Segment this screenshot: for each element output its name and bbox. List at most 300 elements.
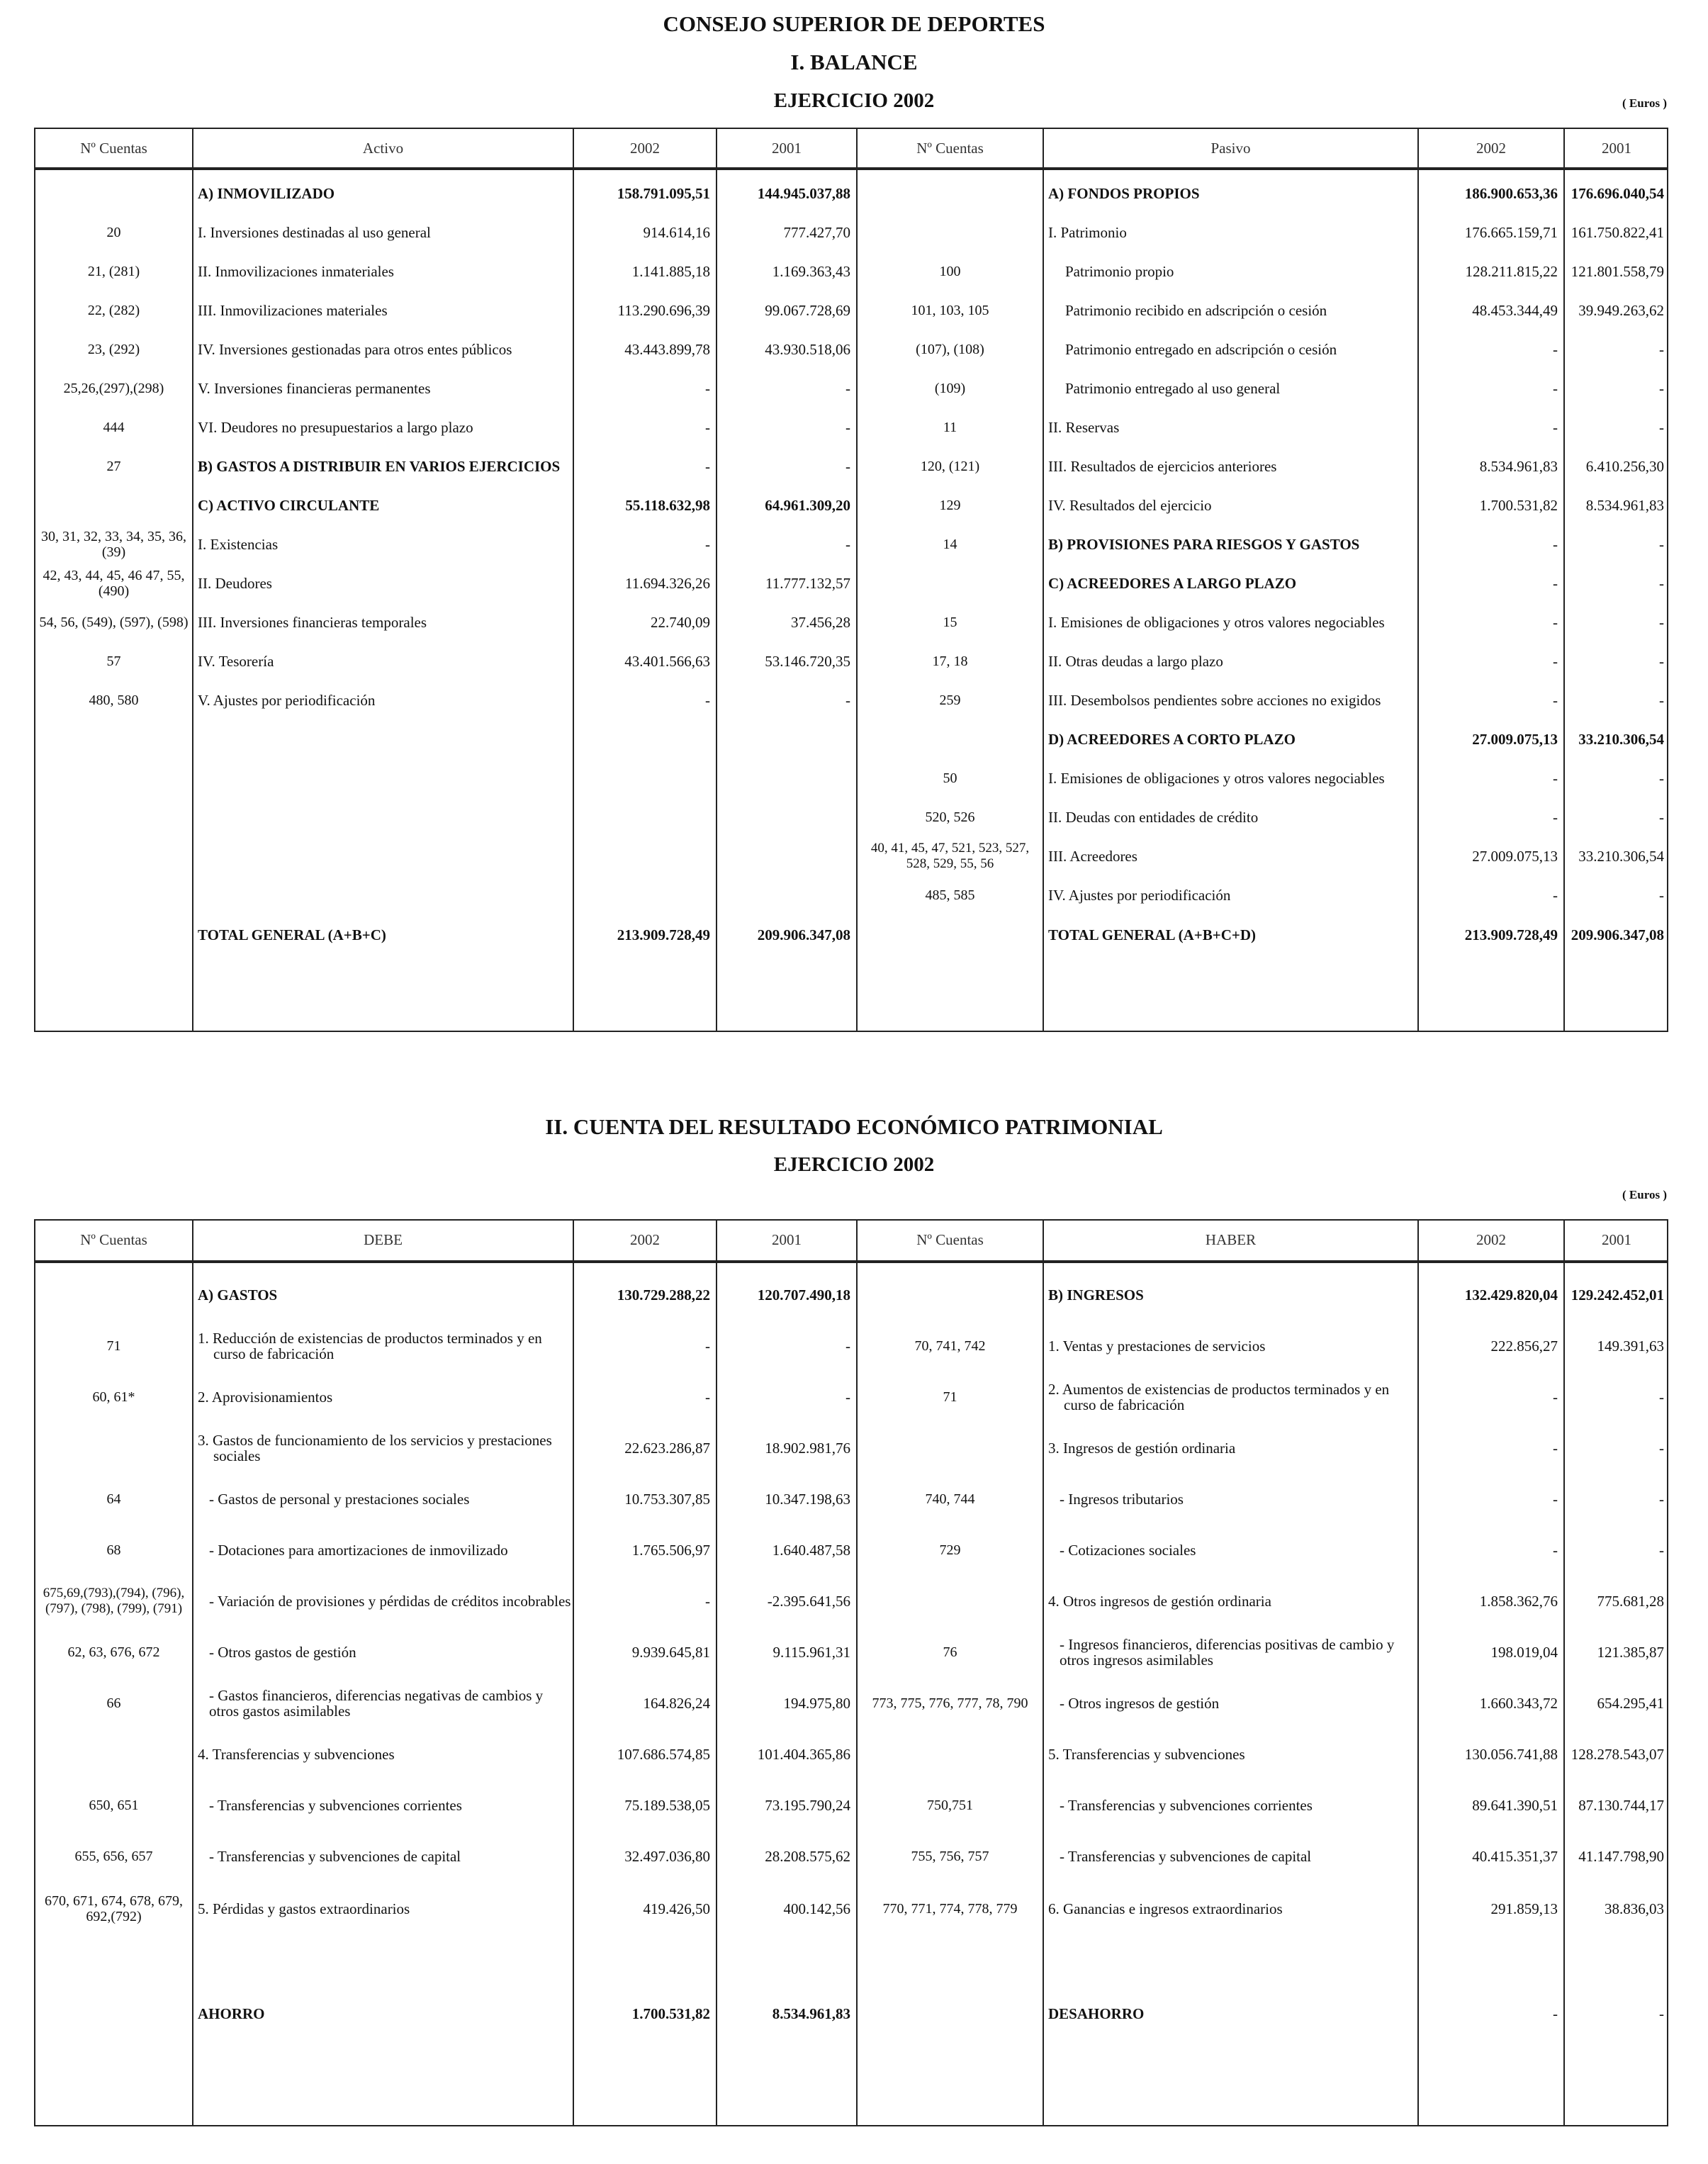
haber-2001: 41.147.798,90 bbox=[1578, 1848, 1664, 1865]
pasivo-2002: 1.700.531,82 bbox=[1479, 497, 1558, 514]
resultado-header-2002: 2002 bbox=[630, 1230, 660, 1248]
activo-2001: 11.777.132,57 bbox=[765, 575, 850, 592]
account-code-2: 120, (121) bbox=[920, 459, 980, 474]
resultado-header-cuentas: Nº Cuentas bbox=[80, 1230, 147, 1248]
haber-label: 3. Ingresos de gestión ordinaria bbox=[1048, 1440, 1236, 1457]
ahorro-2001: 8.534.961,83 bbox=[772, 2005, 850, 2022]
debe-2001: 73.195.790,24 bbox=[765, 1797, 850, 1814]
resultado-total-row bbox=[35, 1995, 1667, 2033]
haber-label: - Ingresos financieros, diferencias positivas de cambio y otros ingresos asimilables bbox=[1060, 1636, 1395, 1669]
resultado-ejercicio: EJERCICIO 2002 bbox=[773, 1153, 935, 1176]
ahorro-label: AHORRO bbox=[198, 2005, 265, 2022]
balance-row bbox=[35, 759, 1667, 797]
haber-2001: 87.130.744,17 bbox=[1578, 1797, 1664, 1814]
pasivo-2002: 128.211.815,22 bbox=[1465, 263, 1558, 280]
balance-header-2002-p: 2002 bbox=[1476, 139, 1506, 157]
resultado-header-debe: DEBE bbox=[364, 1230, 403, 1248]
account-code: 60, 61* bbox=[92, 1389, 135, 1405]
pasivo-2002: - bbox=[1553, 770, 1558, 787]
debe-2002: 164.826,24 bbox=[643, 1695, 710, 1712]
account-code: 670, 671, 674, 678, 679, 692,(792) bbox=[45, 1893, 183, 1924]
activo-label: A) INMOVILIZADO bbox=[198, 185, 335, 202]
pasivo-label: III. Resultados de ejercicios anteriores bbox=[1048, 458, 1277, 475]
account-code: 675,69,(793),(794), (796), (797), (798), (799), (791) bbox=[43, 1586, 185, 1616]
debe-2001: - bbox=[845, 1338, 850, 1355]
haber-label: - Transferencias y subvenciones corrientes bbox=[1060, 1797, 1313, 1814]
pasivo-2001: - bbox=[1659, 692, 1664, 709]
account-code-2 bbox=[858, 564, 1043, 602]
pasivo-2001: 6.410.256,30 bbox=[1585, 458, 1664, 475]
debe-2001: - bbox=[845, 1389, 850, 1406]
haber-2002: 130.056.741,88 bbox=[1464, 1746, 1558, 1763]
balance-row bbox=[35, 564, 1667, 602]
pasivo-label: B) PROVISIONES PARA RIESGOS Y GASTOS bbox=[1048, 536, 1360, 553]
account-code-2: 71 bbox=[943, 1389, 957, 1405]
account-code-2: 129 bbox=[939, 498, 961, 513]
pasivo-2001: - bbox=[1659, 380, 1664, 397]
pasivo-label: Patrimonio propio bbox=[1065, 263, 1174, 280]
debe-2002: 32.497.036,80 bbox=[624, 1848, 710, 1865]
activo-label: I. Existencias bbox=[198, 536, 279, 553]
resultado-units: ( Euros ) bbox=[1622, 1188, 1667, 1201]
resultado-header-haber: HABER bbox=[1205, 1230, 1257, 1248]
haber-2002: - bbox=[1553, 1491, 1558, 1508]
account-code-2: 15 bbox=[943, 615, 957, 630]
pasivo-label: C) ACREEDORES A LARGO PLAZO bbox=[1048, 575, 1297, 592]
balance-units: ( Euros ) bbox=[1622, 96, 1667, 110]
account-code-2: 70, 741, 742 bbox=[914, 1338, 986, 1354]
debe-2002: - bbox=[705, 1338, 710, 1355]
pasivo-label: II. Deudas con entidades de crédito bbox=[1048, 809, 1259, 826]
haber-2002: - bbox=[1553, 1440, 1558, 1457]
debe-2002: 1.765.506,97 bbox=[631, 1542, 710, 1559]
balance-row bbox=[35, 213, 1667, 252]
debe-2001: -2.395.641,56 bbox=[767, 1593, 850, 1610]
activo-label: III. Inmovilizaciones materiales bbox=[198, 302, 388, 319]
resultado-row bbox=[35, 1786, 1667, 1824]
debe-2002: 10.753.307,85 bbox=[624, 1491, 710, 1508]
resultado-header-2001: 2001 bbox=[772, 1230, 802, 1248]
resultado-row bbox=[35, 1531, 1667, 1569]
debe-2001: 18.902.981,76 bbox=[765, 1440, 850, 1457]
account-code-2: 100 bbox=[939, 264, 961, 279]
pasivo-label: Patrimonio entregado al uso general bbox=[1065, 380, 1281, 397]
activo-total-label: TOTAL GENERAL (A+B+C) bbox=[198, 926, 386, 943]
activo-2001: 43.930.518,06 bbox=[765, 341, 850, 358]
pasivo-label: I. Emisiones de obligaciones y otros valores negociables bbox=[1048, 770, 1385, 787]
pasivo-label: I. Patrimonio bbox=[1048, 224, 1127, 241]
resultado-header-2001-h: 2001 bbox=[1602, 1230, 1631, 1248]
haber-label: - Transferencias y subvenciones de capital bbox=[1060, 1848, 1312, 1865]
activo-label: I. Inversiones destinadas al uso general bbox=[198, 224, 431, 241]
haber-2001: - bbox=[1659, 1389, 1664, 1406]
resultado-row bbox=[35, 1837, 1667, 1876]
debe-2002: 419.426,50 bbox=[643, 1900, 710, 1917]
debe-label: 2. Aprovisionamientos bbox=[198, 1389, 333, 1406]
account-code-2: 40, 41, 45, 47, 521, 523, 527, 528, 529, 55, 56 bbox=[870, 841, 1030, 871]
account-code: 27 bbox=[106, 459, 121, 474]
debe-2001: 28.208.575,62 bbox=[765, 1848, 850, 1865]
pasivo-2001: 176.696.040,54 bbox=[1571, 185, 1664, 202]
pasivo-2001: - bbox=[1659, 419, 1664, 436]
balance-row bbox=[35, 486, 1667, 525]
balance-row bbox=[35, 720, 1667, 758]
activo-2002: - bbox=[705, 419, 710, 436]
resultado-row bbox=[35, 1633, 1667, 1671]
debe-2002: 22.623.286,87 bbox=[624, 1440, 710, 1457]
resultado-row bbox=[35, 1276, 1667, 1314]
pasivo-2002: - bbox=[1553, 653, 1558, 670]
pasivo-2001: 33.210.306,54 bbox=[1578, 848, 1664, 865]
haber-2002: 89.641.390,51 bbox=[1472, 1797, 1558, 1814]
pasivo-2001: - bbox=[1659, 536, 1664, 553]
debe-2001: 120.707.490,18 bbox=[757, 1286, 850, 1304]
debe-label: 4. Transferencias y subvenciones bbox=[198, 1746, 395, 1763]
activo-2001: - bbox=[845, 380, 850, 397]
balance-row bbox=[35, 174, 1667, 213]
activo-2001: - bbox=[845, 419, 850, 436]
activo-2001: 144.945.037,88 bbox=[757, 185, 850, 202]
account-code: 66 bbox=[106, 1695, 121, 1711]
activo-2002: - bbox=[705, 536, 710, 553]
resultado-row bbox=[35, 1480, 1667, 1518]
resultado-row bbox=[35, 1378, 1667, 1416]
account-code-2: 50 bbox=[943, 770, 957, 786]
balance-row bbox=[35, 252, 1667, 291]
activo-label: II. Inmovilizaciones inmateriales bbox=[198, 263, 394, 280]
account-code: 480, 580 bbox=[89, 693, 139, 708]
haber-label: - Cotizaciones sociales bbox=[1060, 1542, 1196, 1559]
activo-label: IV. Inversiones gestionadas para otros entes públicos bbox=[198, 341, 512, 358]
account-code: 20 bbox=[106, 225, 121, 240]
activo-total-2002: 213.909.728,49 bbox=[617, 926, 710, 943]
haber-label: 5. Transferencias y subvenciones bbox=[1048, 1746, 1245, 1763]
haber-label: - Ingresos tributarios bbox=[1060, 1491, 1184, 1508]
pasivo-2001: 8.534.961,83 bbox=[1585, 497, 1664, 514]
haber-2001: 128.278.543,07 bbox=[1571, 1746, 1664, 1763]
activo-2001: 37.456,28 bbox=[791, 614, 850, 631]
debe-2001: 10.347.198,63 bbox=[765, 1491, 850, 1508]
balance-table bbox=[34, 128, 1668, 1032]
resultado-table bbox=[34, 1219, 1668, 2126]
activo-label: VI. Deudores no presupuestarios a largo plazo bbox=[198, 419, 473, 436]
account-code bbox=[35, 174, 192, 213]
haber-2001: 121.385,87 bbox=[1597, 1644, 1664, 1661]
debe-label: 3. Gastos de funcionamiento de los servicios y prestaciones sociales bbox=[198, 1432, 552, 1464]
haber-2002: 222.856,27 bbox=[1490, 1338, 1558, 1355]
activo-label: C) ACTIVO CIRCULANTE bbox=[198, 497, 380, 514]
pasivo-2002: - bbox=[1553, 614, 1558, 631]
haber-2002: - bbox=[1553, 1389, 1558, 1406]
account-code-2 bbox=[858, 720, 1043, 758]
balance-row bbox=[35, 837, 1667, 875]
resultado-row bbox=[35, 1735, 1667, 1773]
account-code-2: 11 bbox=[943, 420, 957, 435]
balance-row bbox=[35, 447, 1667, 486]
account-code-2: 729 bbox=[939, 1542, 961, 1558]
pasivo-total-2001: 209.906.347,08 bbox=[1571, 926, 1664, 943]
haber-label: 6. Ganancias e ingresos extraordinarios bbox=[1048, 1900, 1283, 1917]
pasivo-2001: - bbox=[1659, 575, 1664, 592]
haber-2001: - bbox=[1659, 1542, 1664, 1559]
debe-2001: 1.640.487,58 bbox=[772, 1542, 850, 1559]
debe-label: - Dotaciones para amortizaciones de inmovilizado bbox=[209, 1542, 508, 1559]
balance-header-pasivo: Pasivo bbox=[1210, 139, 1251, 157]
pasivo-2002: - bbox=[1553, 419, 1558, 436]
account-code-2 bbox=[858, 213, 1043, 252]
debe-2001: 400.142,56 bbox=[783, 1900, 850, 1917]
activo-2002: 11.694.326,26 bbox=[625, 575, 710, 592]
haber-label: - Otros ingresos de gestión bbox=[1060, 1695, 1220, 1712]
account-code: 42, 43, 44, 45, 46 47, 55, (490) bbox=[43, 568, 185, 599]
debe-2001: 101.404.365,86 bbox=[757, 1746, 850, 1763]
pasivo-label: IV. Resultados del ejercicio bbox=[1048, 497, 1212, 514]
pasivo-label: I. Emisiones de obligaciones y otros valores negociables bbox=[1048, 614, 1385, 631]
pasivo-2002: - bbox=[1553, 341, 1558, 358]
account-code bbox=[35, 486, 192, 525]
pasivo-2002: 186.900.653,36 bbox=[1464, 185, 1558, 202]
account-code-2: 755, 756, 757 bbox=[911, 1849, 989, 1864]
debe-2002: - bbox=[705, 1389, 710, 1406]
debe-label: 5. Pérdidas y gastos extraordinarios bbox=[198, 1900, 410, 1917]
debe-2001: 9.115.961,31 bbox=[772, 1644, 850, 1661]
account-code-2: 520, 526 bbox=[925, 809, 975, 825]
pasivo-label: II. Otras deudas a largo plazo bbox=[1048, 653, 1223, 670]
haber-2002: 1.660.343,72 bbox=[1479, 1695, 1558, 1712]
pasivo-2001: 121.801.558,79 bbox=[1571, 263, 1664, 280]
debe-label: A) GASTOS bbox=[198, 1286, 278, 1304]
haber-2001: 654.295,41 bbox=[1597, 1695, 1664, 1712]
balance-row bbox=[35, 408, 1667, 447]
account-code-2: 101, 103, 105 bbox=[911, 303, 989, 318]
account-code-2: 750,751 bbox=[927, 1798, 973, 1813]
activo-label: B) GASTOS A DISTRIBUIR EN VARIOS EJERCICIOS bbox=[198, 458, 561, 475]
account-code-2: (107), (108) bbox=[916, 342, 984, 357]
debe-2002: - bbox=[705, 1593, 710, 1610]
activo-2001: - bbox=[845, 692, 850, 709]
resultado-header-2002-h: 2002 bbox=[1476, 1230, 1506, 1248]
account-code: 21, (281) bbox=[87, 264, 140, 279]
activo-2002: 43.401.566,63 bbox=[624, 653, 710, 670]
pasivo-label: III. Desembolsos pendientes sobre acciones no exigidos bbox=[1048, 692, 1381, 709]
debe-2001: 194.975,80 bbox=[783, 1695, 850, 1712]
pasivo-label: Patrimonio recibido en adscripción o cesión bbox=[1065, 302, 1327, 319]
haber-label: 4. Otros ingresos de gestión ordinaria bbox=[1048, 1593, 1271, 1610]
pasivo-total-label: TOTAL GENERAL (A+B+C+D) bbox=[1048, 926, 1257, 943]
pasivo-total-2002: 213.909.728,49 bbox=[1464, 926, 1558, 943]
pasivo-2001: - bbox=[1659, 341, 1664, 358]
pasivo-2002: 27.009.075,13 bbox=[1472, 848, 1558, 865]
account-code-2: (109) bbox=[934, 381, 966, 396]
pasivo-2001: - bbox=[1659, 809, 1664, 826]
account-code-2: 17, 18 bbox=[932, 654, 968, 669]
pasivo-label: IV. Ajustes por periodificación bbox=[1048, 887, 1231, 904]
haber-2001: - bbox=[1659, 1491, 1664, 1508]
haber-2001: 38.836,03 bbox=[1605, 1900, 1664, 1917]
activo-label: II. Deudores bbox=[198, 575, 272, 592]
activo-2001: - bbox=[845, 458, 850, 475]
resultado-row bbox=[35, 1890, 1667, 1928]
balance-total-row bbox=[35, 916, 1667, 954]
activo-label: IV. Tesorería bbox=[198, 653, 274, 670]
activo-label: V. Ajustes por periodificación bbox=[198, 692, 376, 709]
activo-2001: 99.067.728,69 bbox=[765, 302, 850, 319]
haber-2001: - bbox=[1659, 1440, 1664, 1457]
activo-2002: - bbox=[705, 692, 710, 709]
debe-label: - Variación de provisiones y pérdidas de créditos incobrables bbox=[209, 1593, 571, 1610]
debe-2002: 9.939.645,81 bbox=[631, 1644, 710, 1661]
activo-2002: 1.141.885,18 bbox=[631, 263, 710, 280]
pasivo-2001: 161.750.822,41 bbox=[1571, 224, 1664, 241]
activo-label: V. Inversiones financieras permanentes bbox=[198, 380, 431, 397]
haber-2002: 132.429.820,04 bbox=[1464, 1286, 1558, 1304]
account-code: 650, 651 bbox=[89, 1798, 139, 1813]
ahorro-2002: 1.700.531,82 bbox=[631, 2005, 710, 2022]
balance-row bbox=[35, 291, 1667, 330]
resultado-row bbox=[35, 1429, 1667, 1467]
account-code-2: 773, 775, 776, 777, 78, 790 bbox=[872, 1695, 1028, 1711]
debe-label: - Gastos de personal y prestaciones sociales bbox=[209, 1491, 470, 1508]
debe-2002: 107.686.574,85 bbox=[617, 1746, 710, 1763]
pasivo-label: II. Reservas bbox=[1048, 419, 1120, 436]
balance-row bbox=[35, 369, 1667, 408]
debe-2002: 130.729.288,22 bbox=[617, 1286, 710, 1304]
haber-label: B) INGRESOS bbox=[1048, 1286, 1144, 1304]
account-code: 54, 56, (549), (597), (598) bbox=[39, 615, 189, 630]
balance-header-2002: 2002 bbox=[630, 139, 660, 157]
activo-2001: 777.427,70 bbox=[783, 224, 850, 241]
pasivo-2001: - bbox=[1659, 770, 1664, 787]
balance-row bbox=[35, 798, 1667, 836]
haber-2001: 149.391,63 bbox=[1597, 1338, 1664, 1355]
activo-total-2001: 209.906.347,08 bbox=[757, 926, 850, 943]
account-code-2: 259 bbox=[939, 693, 961, 708]
account-code-2: 76 bbox=[943, 1644, 957, 1660]
pasivo-2002: 8.534.961,83 bbox=[1479, 458, 1558, 475]
activo-2001: 64.961.309,20 bbox=[765, 497, 850, 514]
debe-2002: 75.189.538,05 bbox=[624, 1797, 710, 1814]
pasivo-2002: - bbox=[1553, 380, 1558, 397]
resultado-title: II. CUENTA DEL RESULTADO ECONÓMICO PATRIMONIAL bbox=[545, 1114, 1163, 1139]
resultado-row bbox=[35, 1327, 1667, 1365]
haber-2001: 129.242.452,01 bbox=[1571, 1286, 1664, 1304]
desahorro-2002: - bbox=[1553, 2005, 1558, 2022]
pasivo-label: A) FONDOS PROPIOS bbox=[1048, 185, 1200, 202]
account-code: 57 bbox=[106, 654, 121, 669]
haber-label: 2. Aumentos de existencias de productos terminados y en curso de fabricación bbox=[1048, 1381, 1390, 1413]
haber-2002: 291.859,13 bbox=[1490, 1900, 1558, 1917]
account-code: 655, 656, 657 bbox=[74, 1849, 153, 1864]
account-code-2: 485, 585 bbox=[925, 887, 975, 903]
balance-header-cuentas-2: Nº Cuentas bbox=[916, 139, 984, 157]
pasivo-label: D) ACREEDORES A CORTO PLAZO bbox=[1048, 731, 1296, 748]
account-code-2: 14 bbox=[943, 537, 957, 552]
pasivo-label: Patrimonio entregado en adscripción o cesión bbox=[1065, 341, 1337, 358]
account-code: 22, (282) bbox=[87, 303, 140, 318]
balance-header-2001-p: 2001 bbox=[1602, 139, 1631, 157]
desahorro-label: DESAHORRO bbox=[1048, 2005, 1145, 2022]
pasivo-2002: - bbox=[1553, 692, 1558, 709]
debe-label: - Otros gastos de gestión bbox=[209, 1644, 356, 1661]
pasivo-2002: 176.665.159,71 bbox=[1464, 224, 1558, 241]
balance-title: I. BALANCE bbox=[790, 50, 918, 74]
pasivo-label: III. Acreedores bbox=[1048, 848, 1137, 865]
pasivo-2001: - bbox=[1659, 614, 1664, 631]
activo-2002: 22.740,09 bbox=[651, 614, 710, 631]
pasivo-2002: - bbox=[1553, 809, 1558, 826]
activo-2001: 1.169.363,43 bbox=[772, 263, 850, 280]
pasivo-2002: - bbox=[1553, 536, 1558, 553]
resultado-row bbox=[35, 1582, 1667, 1620]
account-code: 23, (292) bbox=[87, 342, 140, 357]
pasivo-2002: 48.453.344,49 bbox=[1472, 302, 1558, 319]
balance-header-cuentas: Nº Cuentas bbox=[80, 139, 147, 157]
resultado-header-cuentas-2: Nº Cuentas bbox=[916, 1230, 984, 1248]
balance-row bbox=[35, 603, 1667, 641]
pasivo-2001: - bbox=[1659, 653, 1664, 670]
pasivo-2002: - bbox=[1553, 887, 1558, 904]
haber-2001: 775.681,28 bbox=[1597, 1593, 1664, 1610]
account-code-2: 770, 771, 774, 778, 779 bbox=[882, 1901, 1018, 1917]
balance-header-activo: Activo bbox=[362, 139, 404, 157]
account-code: 25,26,(297),(298) bbox=[63, 381, 164, 396]
activo-2002: - bbox=[705, 380, 710, 397]
account-code: 444 bbox=[103, 420, 125, 435]
balance-ejercicio: EJERCICIO 2002 bbox=[773, 89, 935, 112]
pasivo-2001: 39.949.263,62 bbox=[1578, 302, 1664, 319]
account-code: 68 bbox=[106, 1542, 121, 1558]
debe-label: 1. Reducción de existencias de productos terminados y en curso de fabricación bbox=[198, 1330, 542, 1362]
pasivo-2002: - bbox=[1553, 575, 1558, 592]
activo-2002: 914.614,16 bbox=[643, 224, 710, 241]
org-title: CONSEJO SUPERIOR DE DEPORTES bbox=[663, 11, 1045, 36]
activo-2002: 43.443.899,78 bbox=[624, 341, 710, 358]
haber-2002: 1.858.362,76 bbox=[1479, 1593, 1558, 1610]
account-code: 62, 63, 676, 672 bbox=[67, 1644, 160, 1660]
activo-2001: 53.146.720,35 bbox=[765, 653, 850, 670]
pasivo-2001: 33.210.306,54 bbox=[1578, 731, 1664, 748]
haber-label: 1. Ventas y prestaciones de servicios bbox=[1048, 1338, 1266, 1355]
activo-2002: 113.290.696,39 bbox=[617, 302, 710, 319]
activo-2001: - bbox=[845, 536, 850, 553]
account-code-2 bbox=[858, 174, 1043, 213]
haber-2002: 198.019,04 bbox=[1490, 1644, 1558, 1661]
activo-2002: - bbox=[705, 458, 710, 475]
activo-2002: 158.791.095,51 bbox=[617, 185, 710, 202]
activo-label: III. Inversiones financieras temporales bbox=[198, 614, 427, 631]
haber-2002: - bbox=[1553, 1542, 1558, 1559]
balance-row bbox=[35, 525, 1667, 564]
balance-row bbox=[35, 642, 1667, 680]
pasivo-2002: 27.009.075,13 bbox=[1472, 731, 1558, 748]
debe-label: - Gastos financieros, diferencias negativas de cambios y otros gastos asimilables bbox=[209, 1687, 544, 1720]
account-code: 30, 31, 32, 33, 34, 35, 36, (39) bbox=[41, 529, 186, 560]
desahorro-2001: - bbox=[1659, 2005, 1664, 2022]
balance-row bbox=[35, 681, 1667, 719]
balance-header-2001: 2001 bbox=[772, 139, 802, 157]
pasivo-2001: - bbox=[1659, 887, 1664, 904]
haber-2002: 40.415.351,37 bbox=[1472, 1848, 1558, 1865]
activo-2002: 55.118.632,98 bbox=[625, 497, 710, 514]
account-code: 64 bbox=[106, 1491, 121, 1507]
debe-label: - Transferencias y subvenciones corrientes bbox=[209, 1797, 462, 1814]
balance-row bbox=[35, 330, 1667, 369]
account-code-2: 740, 744 bbox=[925, 1491, 975, 1507]
balance-row bbox=[35, 876, 1667, 914]
resultado-row bbox=[35, 1684, 1667, 1722]
account-code: 71 bbox=[106, 1338, 121, 1354]
debe-label: - Transferencias y subvenciones de capital bbox=[209, 1848, 461, 1865]
